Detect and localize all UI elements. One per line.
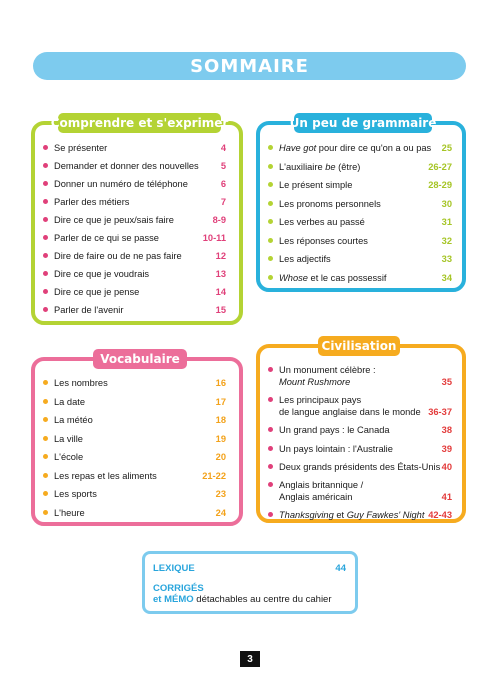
section-vocabulaire <box>31 352 243 526</box>
toc-item[interactable]: Demander et donner des nouvelles 5 <box>43 160 226 178</box>
bullet-icon <box>268 512 273 517</box>
bullet-icon <box>43 145 48 150</box>
lexique-label: LEXIQUE <box>153 563 195 574</box>
bullet-icon <box>268 367 273 372</box>
page-number: 30 <box>441 198 452 209</box>
bullet-icon <box>43 163 48 168</box>
page-number: 31 <box>441 217 452 227</box>
bullet-icon <box>43 491 48 496</box>
toc-item[interactable]: Parler de ce qui se passe 10-11 <box>43 232 226 250</box>
page-number: 21-22 <box>202 470 226 481</box>
toc-item[interactable]: La météo 18 <box>43 414 226 433</box>
toc-item[interactable]: Dire ce que je peux/sais faire 8-9 <box>43 214 226 232</box>
toc-item[interactable]: La date 17 <box>43 396 226 415</box>
toc-item[interactable]: Deux grands présidents des États-Unis 40 <box>268 461 452 473</box>
memo-row[interactable]: et MÉMO détachables au centre du cahier <box>153 594 332 605</box>
bullet-icon <box>43 271 48 276</box>
bullet-icon <box>268 201 273 206</box>
toc-list <box>268 142 452 290</box>
toc-item[interactable]: Parler des métiers 7 <box>43 196 226 214</box>
bullet-icon <box>43 473 48 478</box>
section-civilisation <box>256 339 466 523</box>
toc-item[interactable]: Se présenter 4 <box>43 142 226 160</box>
page-number: 10-11 <box>202 233 226 243</box>
page-number: 39 <box>441 443 452 454</box>
toc-item[interactable]: Les adjectifs 33 <box>268 253 452 272</box>
page-title: SOMMAIRE <box>190 55 309 77</box>
bullet-icon <box>43 199 48 204</box>
bullet-icon <box>43 417 48 422</box>
toc-item[interactable]: L'heure 24 <box>43 507 226 526</box>
page-number: 8-9 <box>212 215 226 225</box>
toc-item[interactable]: Les nombres 16 <box>43 377 226 396</box>
toc-item[interactable]: Dire ce que je voudrais 13 <box>43 268 226 286</box>
page-number: 23 <box>215 489 226 499</box>
page-number: 20 <box>215 452 226 462</box>
bullet-icon <box>268 482 273 487</box>
toc-item[interactable]: Thanksgiving et Guy Fawkes' Night 42-43 <box>268 509 452 521</box>
bullet-icon <box>268 275 273 280</box>
toc-item[interactable]: Un grand pays : le Canada 38 <box>268 424 452 436</box>
toc-item[interactable]: Le présent simple 28-29 <box>268 179 452 198</box>
page-number: 41 <box>441 491 452 502</box>
memo-label: MÉMO <box>164 594 194 605</box>
page-number-badge: 3 <box>240 651 260 667</box>
toc-item[interactable]: Les pronoms personnels 30 <box>268 198 452 217</box>
toc-item[interactable]: Parler de l'avenir 15 <box>43 304 226 322</box>
section-title: Comprendre et s'exprimer <box>58 113 221 133</box>
bullet-icon <box>268 256 273 261</box>
page-number: 26-27 <box>428 161 452 172</box>
bullet-icon <box>268 219 273 224</box>
page-number: 18 <box>215 415 226 425</box>
page-number: 42-43 <box>428 510 452 521</box>
page-number: 38 <box>441 425 452 436</box>
page-number: 7 <box>220 197 226 207</box>
toc-item[interactable]: Un pays lointain : l'Australie 39 <box>268 443 452 455</box>
bullet-icon <box>43 307 48 312</box>
lexique-row[interactable] <box>153 563 346 574</box>
toc-item[interactable]: Les verbes au passé 31 <box>268 216 452 235</box>
toc-item[interactable]: Dire de faire ou de ne pas faire 12 <box>43 250 226 268</box>
bullet-icon <box>43 399 48 404</box>
section-grammaire <box>256 116 466 292</box>
title-banner <box>33 52 466 80</box>
bullet-icon <box>43 380 48 385</box>
toc-list <box>268 364 452 527</box>
page-number: 13 <box>215 269 226 279</box>
toc-item[interactable]: Les sports 23 <box>43 488 226 507</box>
toc-item[interactable]: L'école 20 <box>43 451 226 470</box>
page-number: 35 <box>441 377 452 387</box>
toc-item[interactable]: Anglais britannique / Anglais américain 41 <box>268 479 452 503</box>
corriges-row[interactable] <box>153 583 204 594</box>
bullet-icon <box>268 164 273 169</box>
section-comprendre <box>31 116 243 325</box>
bullet-icon <box>268 145 273 150</box>
page-number: 28-29 <box>428 180 452 190</box>
page-number: 36-37 <box>428 407 452 418</box>
bullet-icon <box>43 217 48 222</box>
page-number: 34 <box>441 272 452 283</box>
toc-item[interactable]: Have got pour dire ce qu'on a ou pas 25 <box>268 142 452 161</box>
detachables-text: détachables au centre du cahier <box>193 594 332 605</box>
page-number: 14 <box>215 287 226 297</box>
bullet-icon <box>268 464 273 469</box>
toc-item[interactable]: Les principaux pays de langue anglaise dans le monde 36-37 <box>268 394 452 418</box>
bullet-icon <box>43 510 48 515</box>
bullet-icon <box>268 182 273 187</box>
toc-list <box>43 142 226 322</box>
toc-item[interactable]: L'auxiliaire be (être) 26-27 <box>268 161 452 180</box>
section-title: Un peu de grammaire <box>294 113 432 133</box>
bullet-icon <box>43 235 48 240</box>
page-number: 16 <box>215 378 226 388</box>
lexique-page: 44 <box>335 563 346 574</box>
corriges-label: CORRIGÉS <box>153 583 204 594</box>
toc-item[interactable]: Les réponses courtes 32 <box>268 235 452 254</box>
section-title: Vocabulaire <box>93 349 187 369</box>
bullet-icon <box>268 397 273 402</box>
toc-item[interactable]: Whose et le cas possessif 34 <box>268 272 452 291</box>
page-number: 19 <box>215 433 226 444</box>
toc-list <box>43 377 226 525</box>
bullet-icon <box>43 181 48 186</box>
page-number: 32 <box>441 235 452 246</box>
toc-item[interactable]: La ville 19 <box>43 433 226 452</box>
toc-item[interactable]: Les repas et les aliments 21-22 <box>43 470 226 489</box>
page-number: 33 <box>441 254 452 264</box>
bullet-icon <box>43 454 48 459</box>
page-number: 17 <box>215 396 226 407</box>
page-number: 6 <box>220 179 226 189</box>
toc-item[interactable]: Donner un numéro de téléphone 6 <box>43 178 226 196</box>
page-number: 12 <box>215 251 226 261</box>
page-number: 15 <box>215 305 226 315</box>
bullet-icon <box>43 436 48 441</box>
toc-item[interactable]: Dire ce que je pense 14 <box>43 286 226 304</box>
page-number: 5 <box>220 161 226 171</box>
bullet-icon <box>43 253 48 258</box>
toc-item[interactable]: Un monument célèbre : Mount Rushmore 35 <box>268 364 452 388</box>
bullet-icon <box>268 427 273 432</box>
bullet-icon <box>43 289 48 294</box>
page-number: 4 <box>220 143 226 153</box>
page-number: 25 <box>441 143 452 153</box>
bullet-icon <box>268 238 273 243</box>
bullet-icon <box>268 446 273 451</box>
section-title: Civilisation <box>318 336 400 356</box>
page-number: 24 <box>215 507 226 518</box>
lexique-box <box>142 551 358 614</box>
page-number: 40 <box>441 461 452 472</box>
